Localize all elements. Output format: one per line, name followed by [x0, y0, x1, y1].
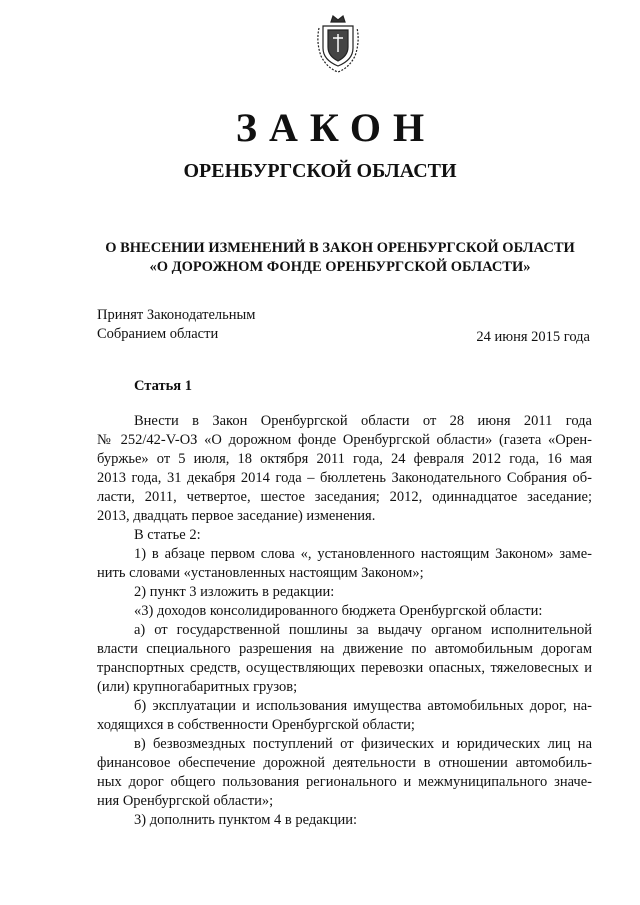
article-heading: Статья 1 — [134, 378, 192, 394]
body-line: финансовое обеспечение дорожной деятельности в отношении автомобиль- — [97, 755, 592, 771]
law-subject-line-1: О ВНЕСЕНИИ ИЗМЕНЕНИЙ В ЗАКОН ОРЕНБУРГСКОЙ ОБЛАСТИ — [105, 240, 575, 256]
body-line: буржье» от 5 июля, 18 октября 2011 года, 24 февраля 2012 года, 16 мая — [97, 451, 592, 467]
body-line: Внести в Закон Оренбургской области от 28 июня 2011 года — [134, 413, 592, 429]
body-line: ласти, 2011, четвертое, шестое заседания; 2012, одиннадцатое заседание; — [97, 489, 592, 505]
body-line: власти специального разрешения на движение по автомобильным дорогам — [97, 641, 592, 657]
body-line: а) от государственной пошлины за выдачу органом исполнительной — [134, 622, 592, 638]
adoption-body-line-2: Собранием области — [97, 326, 219, 342]
body-line: 2) пункт 3 изложить в редакции: — [134, 584, 335, 600]
body-line: б) эксплуатации и использования имущества автомобильных дорог, на- — [134, 698, 592, 714]
body-line: нить словами «установленных настоящим Законом»; — [97, 565, 424, 581]
adoption-date: 24 июня 2015 года — [476, 329, 590, 345]
body-line: № 252/42-V-ОЗ «О дорожном фонде Оренбургской области» (газета «Орен- — [97, 432, 592, 448]
body-line: В статье 2: — [134, 527, 201, 543]
coat-of-arms-icon — [315, 12, 361, 74]
body-line: 2013 года, 31 декабря 2014 года – бюллетень Законодательного Собрания об- — [97, 470, 592, 486]
law-title: ЗАКОН — [235, 105, 437, 150]
body-line: 1) в абзаце первом слова «, установленного настоящим Законом» заме- — [134, 546, 592, 562]
body-line: 3) дополнить пунктом 4 в редакции: — [134, 812, 358, 828]
body-line: ходящихся в собственности Оренбургской области; — [97, 717, 415, 733]
region-title: ОРЕНБУРГСКОЙ ОБЛАСТИ — [183, 160, 457, 182]
body-line: транспортных средств, осуществляющих перевозки опасных, тяжеловесных и — [97, 660, 592, 676]
adoption-body-line-1: Принят Законодательным — [97, 307, 256, 323]
body-line: ных дорог общего пользования регионального и межмуниципального значе- — [97, 774, 592, 790]
body-line: ния Оренбургской области»; — [97, 793, 274, 809]
body-line: в) безвозмездных поступлений от физических и юридических лиц на — [134, 736, 592, 752]
body-line: 2013, двадцать первое заседание) изменения. — [97, 508, 376, 524]
body-line: «3) доходов консолидированного бюджета Оренбургской области: — [134, 603, 543, 619]
law-subject-line-2: «О ДОРОЖНОМ ФОНДЕ ОРЕНБУРГСКОЙ ОБЛАСТИ» — [149, 259, 531, 275]
body-line: (или) крупногабаритных грузов; — [97, 679, 298, 695]
